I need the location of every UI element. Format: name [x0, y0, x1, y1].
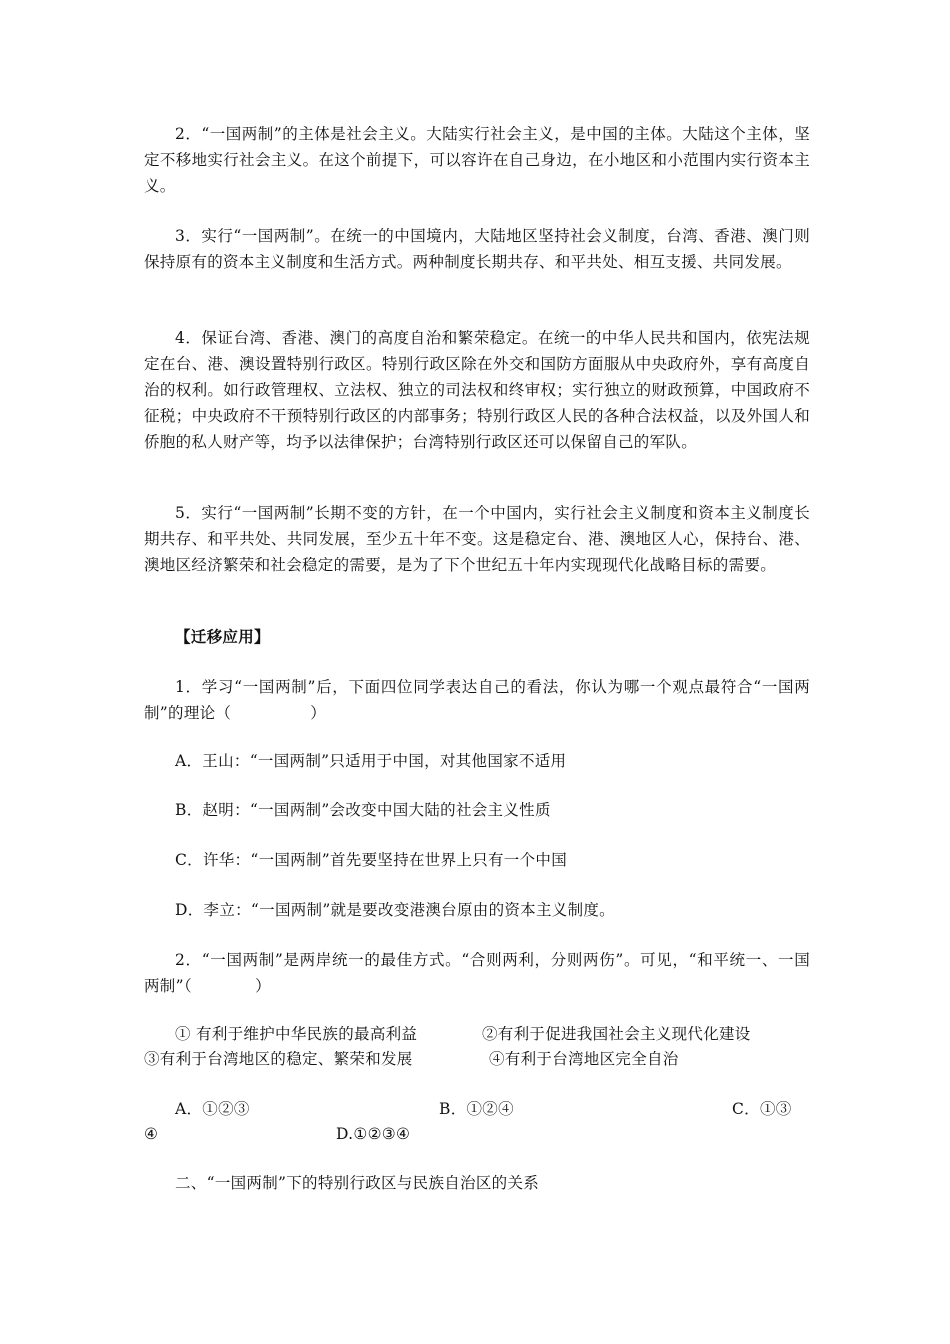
question-2-choices-row-1	[144, 1096, 810, 1122]
paragraph-point-4: 4．保证台湾、香港、澳门的高度自治和繁荣稳定。在统一的中华人民共和国内，依宪法规定在台、港、澳设置特别行政区。特别行政区除在外交和国防方面服从中央政府外，享有高度自治的权利。如行政管理权、立法权、独立的司法权和终审权；实行独立的财政预算，中国政府不征税；中央政府不干预特别行政区的内部事务；特别行政区人民的各种合法权益，以及外国人和侨胞的私人财产等，均予以法律保护；台湾特别行政区还可以保留自己的军队。	[144, 329, 810, 451]
question-2-statements-row-1	[144, 1021, 810, 1047]
paragraph-point-3: 3．实行“一国两制”。在统一的中国境内，大陆地区坚持社会义制度，台湾、香港、澳门则保持原有的资本主义制度和生活方式。两种制度长期共存、和平共处、相互支援、共同发展。	[144, 227, 810, 271]
choice-c: C．①③	[732, 1100, 792, 1118]
question-1-stem: 1．学习“一国两制”后，下面四位同学表达自己的看法，你认为哪一个观点最符合“一国两制”的理论（ ）	[144, 678, 810, 722]
section-heading-transfer-application: 【迁移应用】	[175, 627, 270, 646]
statement-4: ④有利于台湾地区完全自治	[489, 1050, 679, 1068]
choice-c-continued: ④	[144, 1125, 159, 1143]
choice-d: D.①②③④	[336, 1125, 411, 1143]
choice-a: A．①②③	[175, 1100, 250, 1118]
question-1-option-a: A．王山：“一国两制”只适用于中国，对其他国家不适用	[175, 752, 567, 770]
question-2-stem: 2．“一国两制”是两岸统一的最佳方式。“合则两利，分则两伤”。可见，“和平统一、一国两制”（ ）	[144, 951, 810, 995]
paragraph-point-2: 2．“一国两制”的主体是社会主义。大陆实行社会主义，是中国的主体。大陆这个主体，坚定不移地实行社会主义。在这个前提下，可以容许在自己身边，在小地区和小范围内实行资本主义。	[144, 125, 810, 195]
paragraph-point-5: 5．实行“一国两制”长期不变的方针，在一个中国内，实行社会主义制度和资本主义制度长期共存、和平共处、共同发展，至少五十年不变。这是稳定台、港、澳地区人心，保持台、港、澳地区经济繁荣和社会稳定的需要，是为了下个世纪五十年内实现现代化战略目标的需要。	[144, 504, 810, 574]
question-2-statements-row-2	[144, 1046, 810, 1072]
statement-2: ②有利于促进我国社会主义现代化建设	[482, 1025, 751, 1043]
question-1-option-c: C．许华：“一国两制”首先要坚持在世界上只有一个中国	[175, 851, 568, 869]
choice-b: B．①②④	[439, 1100, 514, 1118]
question-1-option-b: B．赵明：“一国两制”会改变中国大陆的社会主义性质	[175, 801, 551, 819]
question-2-choices-row-2	[144, 1121, 810, 1147]
section-2-title: 二、“一国两制”下的特别行政区与民族自治区的关系	[175, 1174, 540, 1192]
statement-1: ① 有利于维护中华民族的最高利益	[175, 1025, 418, 1043]
question-1-option-d: D．李立：“一国两制”就是要改变港澳台原由的资本主义制度。	[175, 901, 615, 919]
statement-3: ③有利于台湾地区的稳定、繁荣和发展	[144, 1050, 413, 1068]
